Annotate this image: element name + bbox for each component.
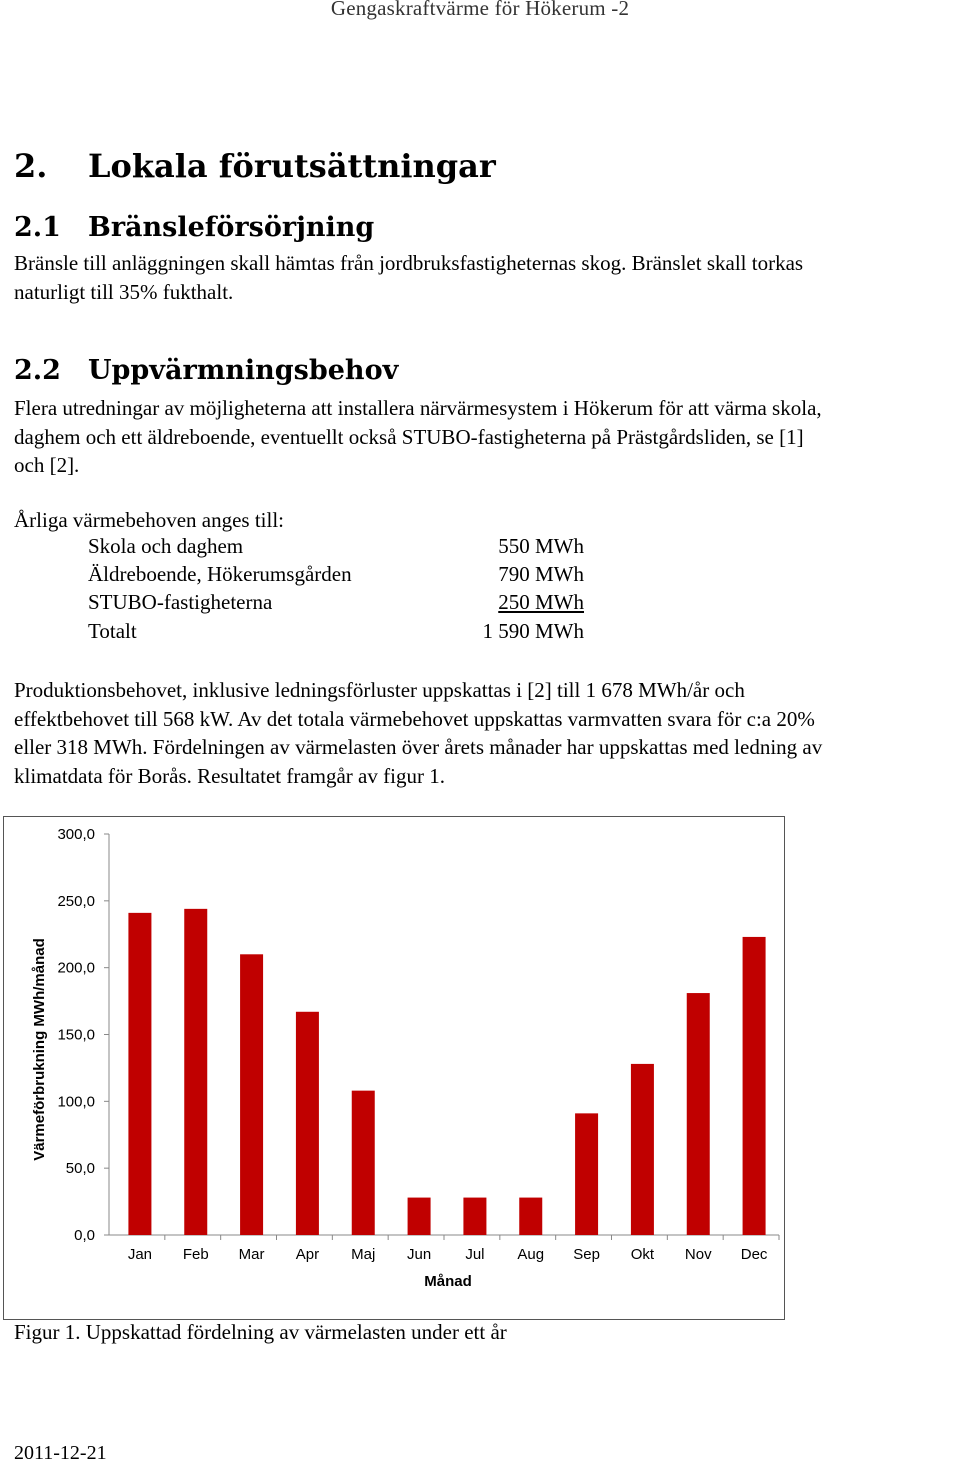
text-line: och [2].	[14, 453, 80, 477]
bar-feb	[184, 909, 207, 1235]
bar-aug	[519, 1198, 542, 1235]
bar-jan	[128, 913, 151, 1235]
text-line: Bränsle till anläggningen skall hämtas från jordbruksfastigheternas skog. Bränslet skall torkas	[14, 251, 804, 275]
x-tick-label: Dec	[740, 1246, 768, 1263]
demand-label: Äldreboende, Hökerumsgården	[88, 562, 352, 586]
section-number: 2.2	[14, 355, 61, 386]
text-line: klimatdata för Borås. Resultatet framgår av figur 1.	[14, 763, 445, 788]
bar-dec	[743, 937, 766, 1235]
demand-value: 550 MWh	[498, 534, 584, 558]
fuel-supply-paragraph	[14, 249, 960, 306]
bar-maj	[352, 1091, 375, 1235]
demand-value: 1 590 MWh	[482, 619, 584, 643]
text-line: effektbehovet till 568 kW. Av det totala värmebehovet uppskattas varmvatten svara för c:a 20%	[14, 706, 815, 731]
y-axis-title: Värmeförbrukning MWh/månad	[31, 938, 48, 1161]
monthly-heat-chart	[3, 816, 785, 1320]
demand-label: STUBO-fastigheterna	[88, 590, 273, 614]
demand-label: Skola och daghem	[88, 534, 244, 558]
y-tick-label: 200,0	[57, 959, 95, 977]
y-tick-label: 100,0	[57, 1093, 95, 1111]
section-title: Uppvärmningsbehov	[88, 355, 399, 386]
bar-nov	[687, 993, 710, 1235]
annual-demand-intro: Årliga värmebehoven anges till:	[14, 508, 284, 532]
demand-value: 790 MWh	[498, 562, 584, 586]
chart-svg	[4, 817, 784, 1319]
bar-apr	[296, 1012, 319, 1235]
x-tick-label: Sep	[573, 1246, 600, 1263]
x-tick-label: Nov	[684, 1246, 712, 1263]
figure-caption: Figur 1. Uppskattad fördelning av värmelasten under ett år	[14, 1320, 507, 1344]
heating-intro-paragraph	[14, 394, 960, 480]
x-tick-label: Maj	[351, 1246, 376, 1263]
bar-jul	[463, 1198, 486, 1235]
section-2-heading	[14, 147, 496, 185]
y-tick-label: 250,0	[57, 892, 95, 910]
text-line: Produktionsbehovet, inklusive ledningsförluster uppskattas i [2] till 1 678 MWh/år och	[14, 678, 745, 702]
section-number: 2.	[14, 147, 48, 185]
x-tick-label: Aug	[517, 1246, 545, 1263]
y-tick-label: 300,0	[57, 826, 95, 843]
text-line: eller 318 MWh. Fördelningen av värmelasten över årets månader har uppskattas med ledning av	[14, 735, 823, 759]
x-tick-label: Jan	[127, 1246, 153, 1263]
bar-jun	[408, 1198, 431, 1235]
running-header: Gengaskraftvärme för Hökerum -2	[330, 0, 630, 20]
section-number: 2.1	[14, 212, 61, 243]
text-line: daghem och ett äldreboende, eventuellt också STUBO-fastigheterna på Prästgårdsliden, se [1]	[14, 424, 804, 449]
bar-sep	[575, 1113, 598, 1235]
x-tick-label: Apr	[295, 1246, 320, 1263]
bar-okt	[631, 1064, 654, 1235]
y-tick-label: 150,0	[57, 1026, 95, 1044]
x-axis-title: Månad	[424, 1273, 472, 1290]
y-tick-label: 50,0	[65, 1160, 95, 1178]
section-title: Lokala förutsättningar	[88, 147, 496, 185]
text-line: Flera utredningar av möjligheterna att installera närvärmesystem i Hökerum för att värma skola,	[14, 396, 822, 420]
y-tick-label: 0,0	[74, 1227, 95, 1244]
x-tick-label: Okt	[630, 1246, 655, 1263]
demand-label: Totalt	[88, 619, 137, 643]
footer-date: 2011-12-21	[14, 1442, 107, 1464]
x-tick-label: Jun	[406, 1246, 432, 1263]
demand-value: 250 MWh	[498, 590, 584, 614]
x-tick-label: Jul	[465, 1246, 485, 1263]
section-title: Bränsleförsörjning	[88, 212, 375, 243]
production-paragraph	[14, 676, 960, 790]
bar-mar	[240, 954, 263, 1235]
text-line: naturligt till 35% fukthalt.	[14, 279, 234, 304]
section-2-1-heading	[14, 212, 374, 243]
x-tick-label: Feb	[182, 1246, 209, 1263]
x-tick-label: Mar	[238, 1246, 265, 1263]
section-2-2-heading	[14, 355, 398, 386]
